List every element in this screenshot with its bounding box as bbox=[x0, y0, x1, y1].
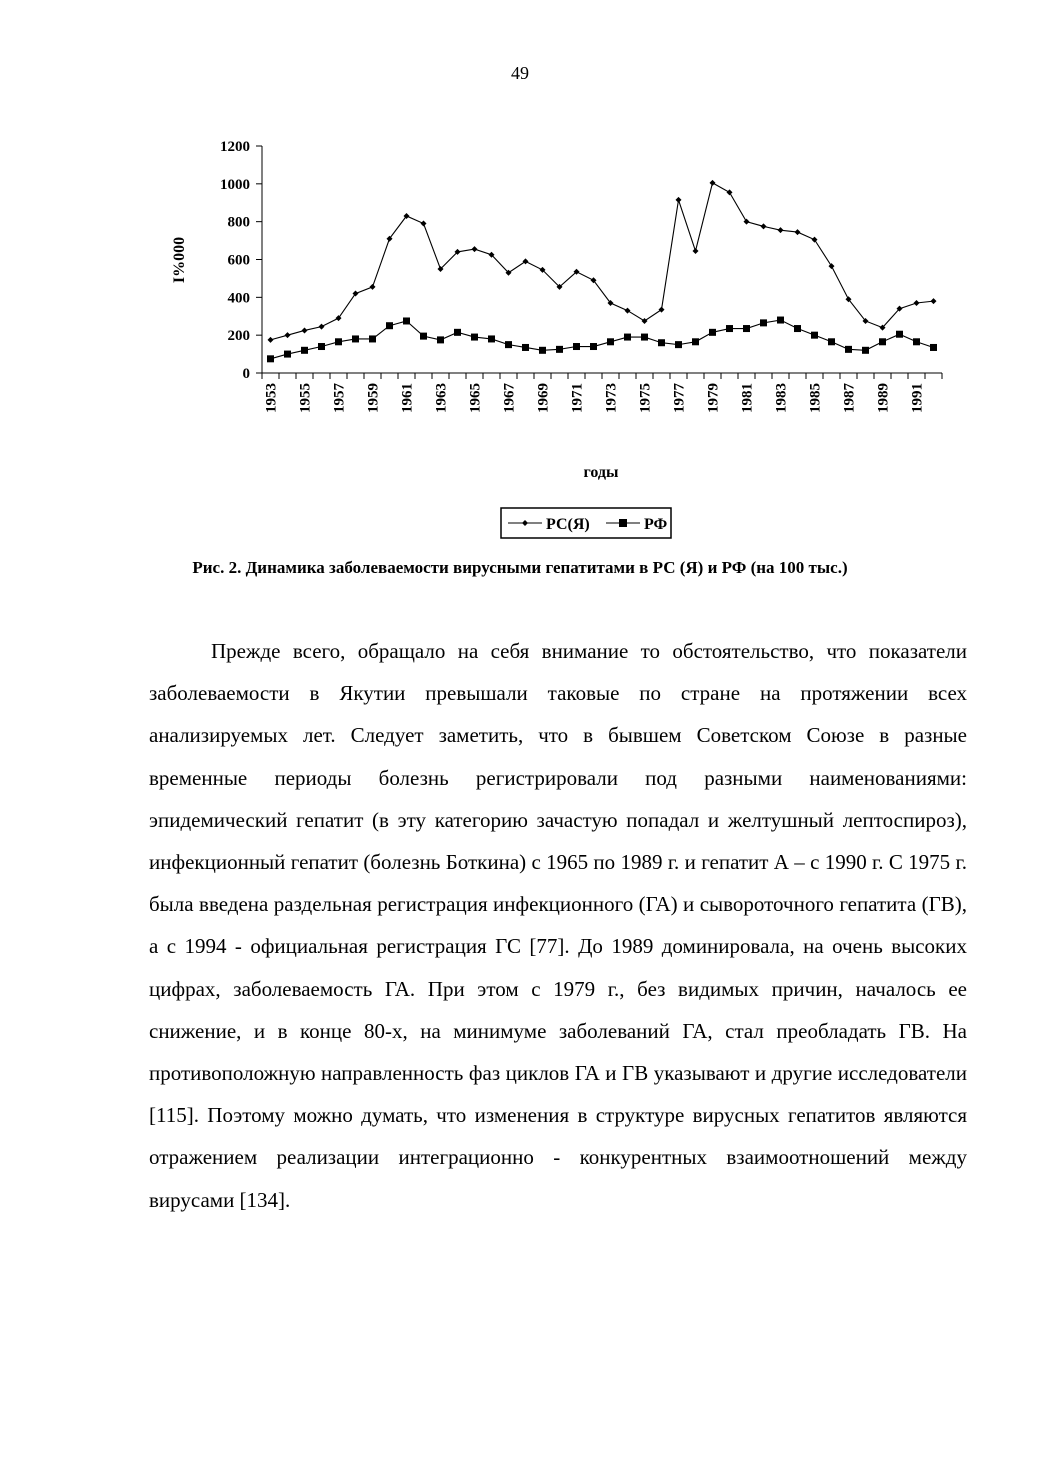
data-point bbox=[420, 333, 427, 340]
page-number: 49 bbox=[511, 63, 529, 83]
data-point bbox=[743, 325, 750, 332]
y-tick-label: 0 bbox=[242, 366, 250, 382]
x-tick-label: 1957 bbox=[331, 383, 348, 413]
x-tick-label: 1987 bbox=[841, 383, 858, 413]
data-point bbox=[523, 258, 529, 264]
x-tick-label: 1989 bbox=[875, 383, 892, 413]
data-point bbox=[607, 338, 614, 345]
series-rs bbox=[268, 180, 937, 343]
paragraph: Прежде всего, обращало на себя внимание то обстоятельство, что показатели заболеваемости в Якутии превышали таковые по стране на протяжении всех анализируемых лет. Следует заметить, что в бывшем Советском Союзе в разные временные периоды болезнь регистрировали под разными наименованиями: эпидемический гепатит (в эту категорию зачастую попадал и желтушный лептоспироз), инфекционный гепатит (болезнь Боткина) с 1965 по 1989 г. и гепатит А – с 1990 г. С 1975 г. была введена раздельная регистрация инфекционного (ГА) и сывороточного гепатита (ГВ), а с 1994 - официальная регистрация ГС [77]. До 1989 доминировала, на очень высоких цифрах, заболеваемость ГА. При этом с 1979 г., без видимых причин, началось ее снижение, и в конце 80-х, на минимуме заболеваний ГА, стал преобладать ГВ. На противоположную направленность фаз циклов ГА и ГВ указывают и другие исследователи [115]. Поэтому можно думать, что изменения в структуре вирусных гепатитов являются отражением реализации интеграционно - конкурентных взаимоотношений между вирусами [134]. bbox=[149, 639, 967, 1212]
data-point bbox=[845, 346, 852, 353]
data-point bbox=[794, 325, 801, 332]
x-axis bbox=[262, 373, 942, 413]
data-point bbox=[539, 347, 546, 354]
data-point bbox=[913, 338, 920, 345]
data-point bbox=[437, 336, 444, 343]
data-point bbox=[488, 335, 495, 342]
y-tick-label: 400 bbox=[227, 290, 250, 307]
data-point bbox=[284, 351, 291, 358]
x-tick-label: 1973 bbox=[603, 383, 620, 413]
data-point bbox=[505, 341, 512, 348]
x-tick-label: 1975 bbox=[637, 383, 654, 413]
data-point bbox=[829, 263, 835, 269]
chart-legend bbox=[501, 508, 671, 538]
data-point bbox=[659, 307, 665, 313]
data-point bbox=[675, 341, 682, 348]
data-point bbox=[624, 334, 631, 341]
body-text bbox=[149, 630, 967, 1221]
data-point bbox=[896, 331, 903, 338]
x-tick-label: 1983 bbox=[773, 383, 790, 413]
y-axis bbox=[220, 139, 262, 382]
data-point bbox=[471, 334, 478, 341]
y-axis-label: I%000 bbox=[171, 236, 188, 284]
data-point bbox=[744, 219, 750, 225]
data-point bbox=[421, 221, 427, 227]
data-point bbox=[676, 197, 682, 203]
data-point bbox=[658, 339, 665, 346]
x-tick-label: 1991 bbox=[909, 383, 926, 413]
data-point bbox=[522, 344, 529, 351]
legend-label-rf: РФ bbox=[644, 516, 668, 533]
x-tick-label: 1953 bbox=[263, 383, 280, 413]
data-point bbox=[777, 317, 784, 324]
y-tick-label: 800 bbox=[227, 214, 250, 231]
data-point bbox=[590, 343, 597, 350]
data-point bbox=[727, 189, 733, 195]
x-tick-label: 1961 bbox=[399, 383, 416, 413]
y-tick-label: 1000 bbox=[220, 176, 250, 193]
data-point bbox=[573, 343, 580, 350]
data-point bbox=[267, 355, 274, 362]
data-point bbox=[710, 180, 716, 186]
x-tick-label: 1955 bbox=[297, 383, 314, 413]
data-point bbox=[641, 334, 648, 341]
data-point bbox=[472, 246, 478, 252]
data-point bbox=[556, 346, 563, 353]
data-point bbox=[760, 319, 767, 326]
data-point bbox=[268, 337, 274, 343]
legend-label-rs: РС(Я) bbox=[546, 516, 590, 533]
x-tick-label: 1969 bbox=[535, 383, 552, 413]
data-point bbox=[828, 338, 835, 345]
data-point bbox=[386, 322, 393, 329]
x-tick-label: 1959 bbox=[365, 383, 382, 413]
legend-marker-rs bbox=[522, 520, 528, 526]
data-point bbox=[319, 324, 325, 330]
y-tick-label: 600 bbox=[227, 252, 250, 269]
x-tick-label: 1979 bbox=[705, 383, 722, 413]
data-point bbox=[726, 325, 733, 332]
x-tick-label: 1967 bbox=[501, 383, 518, 413]
figure-caption: Рис. 2. Динамика заболеваемости вирусными гепатитами в РС (Я) и РФ (на 100 тыс.) bbox=[192, 558, 848, 577]
data-point bbox=[761, 223, 767, 229]
data-point bbox=[811, 332, 818, 339]
data-point bbox=[352, 335, 359, 342]
data-point bbox=[692, 338, 699, 345]
data-point bbox=[301, 347, 308, 354]
x-tick-label: 1985 bbox=[807, 383, 824, 413]
data-point bbox=[812, 237, 818, 243]
legend-marker-rf bbox=[619, 519, 627, 527]
x-tick-label: 1963 bbox=[433, 383, 450, 413]
line-chart bbox=[0, 0, 1040, 545]
data-point bbox=[335, 338, 342, 345]
series-layer bbox=[267, 180, 937, 362]
data-point bbox=[862, 347, 869, 354]
data-point bbox=[454, 329, 461, 336]
data-point bbox=[625, 308, 631, 314]
data-point bbox=[931, 298, 937, 304]
x-axis-label: годы bbox=[583, 464, 619, 481]
data-point bbox=[914, 300, 920, 306]
y-tick-label: 1200 bbox=[220, 139, 250, 155]
data-point bbox=[642, 318, 648, 324]
data-point bbox=[318, 343, 325, 350]
x-tick-label: 1977 bbox=[671, 383, 688, 413]
data-point bbox=[778, 227, 784, 233]
data-point bbox=[879, 338, 886, 345]
data-point bbox=[370, 284, 376, 290]
data-point bbox=[709, 329, 716, 336]
data-point bbox=[302, 327, 308, 333]
x-tick-label: 1981 bbox=[739, 383, 756, 413]
data-point bbox=[795, 229, 801, 235]
x-tick-label: 1965 bbox=[467, 383, 484, 413]
series-line bbox=[271, 183, 934, 340]
series-rf bbox=[267, 317, 937, 363]
data-point bbox=[369, 335, 376, 342]
data-point bbox=[930, 344, 937, 351]
x-tick-label: 1971 bbox=[569, 383, 586, 413]
data-point bbox=[285, 332, 291, 338]
data-point bbox=[693, 248, 699, 254]
y-tick-label: 200 bbox=[227, 328, 250, 345]
data-point bbox=[403, 317, 410, 324]
